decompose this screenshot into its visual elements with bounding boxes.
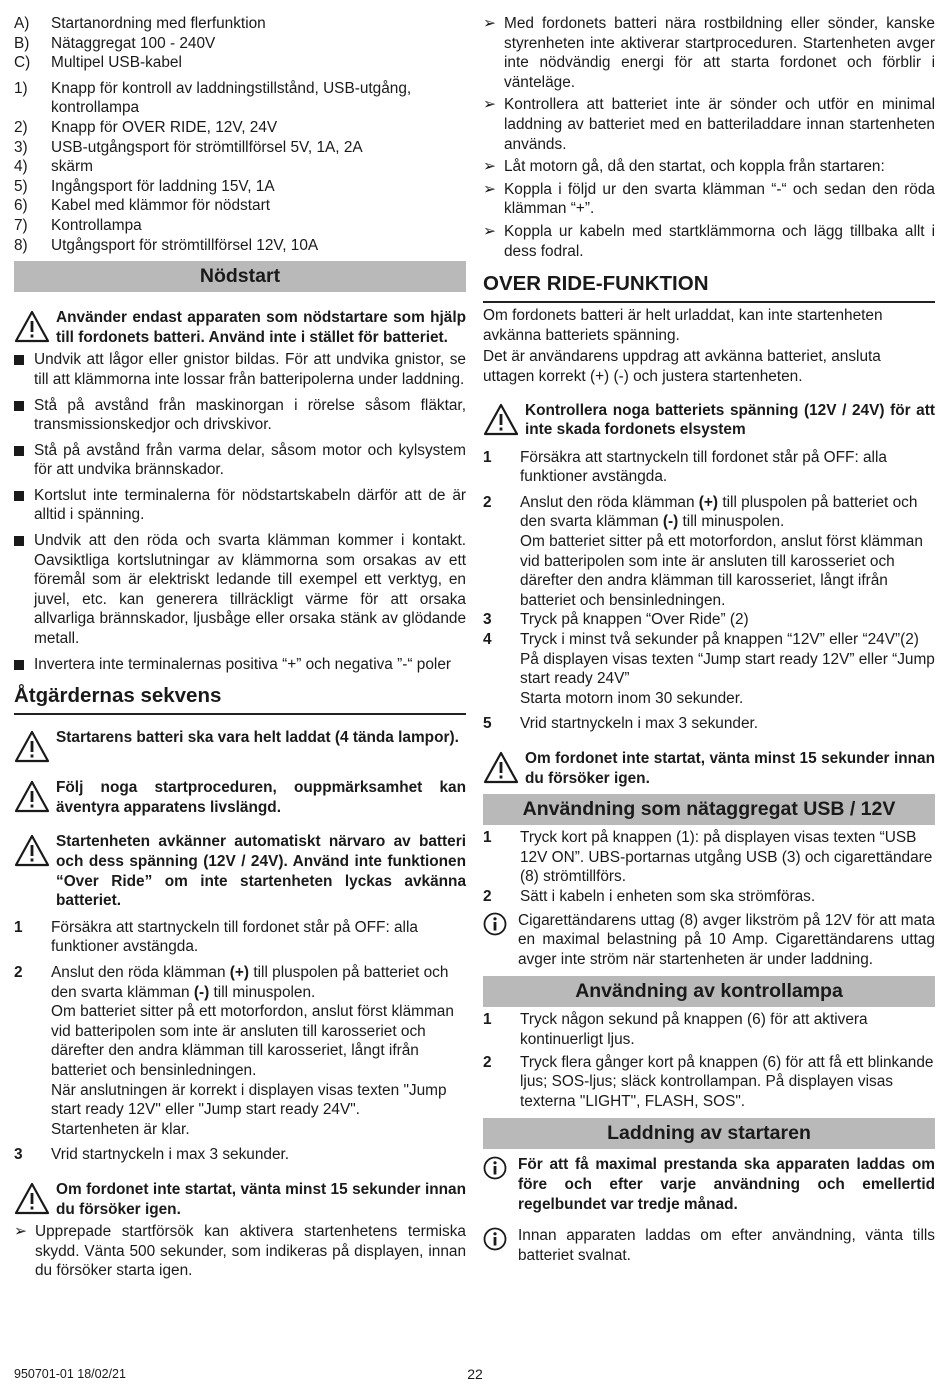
list-item: 5) Ingångsport för laddning 15V, 1A xyxy=(14,177,275,195)
page-number: 22 xyxy=(467,1366,483,1382)
info-note: Cigarettändarens uttag (8) avger likström på 12V för att mata en maximal belastning på 10 Amp. Cigarettändarens uttag avger inte ström när startenheten är under laddning. xyxy=(483,911,935,970)
square-bullet-icon xyxy=(14,655,34,675)
override-paragraph: Det är användarens uppdrag att avkänna batteriet, ansluta uttagen korrekt (+) (-) och justera startenheten. xyxy=(483,348,881,385)
step-2: 2 Anslut den röda klämman (+) till pluspolen på batteriet och den svarta klämman (-) till minuspolen. Om batteriet sitter på ett motorfordon, anslut först klämman vid batteripolen som inte är ansluten till karosseriet och därefter den andra klämman till karosseriet, långt ifrån batteriet och bensinledningen. När anslutningen är korrekt i displayen visas texten "Jump start ready 12V" eller "Jump start ready 24V". Startenheten är klar. xyxy=(14,963,454,1138)
list-item: ➢ Upprepade startförsök kan aktivera startenhetens termiska skydd. Vänta 500 sekunder, som indikeras på displayen, innan du försöker starta igen. xyxy=(14,1223,466,1280)
warning-triangle-icon xyxy=(14,778,56,817)
arrow-bullet-icon: ➢ xyxy=(483,180,496,198)
section-heading-lamp: Användning av kontrollampa xyxy=(483,976,935,1007)
list-item: Undvik att lågor eller gnistor bildas. För att undvika gnistor, se till att klämmorna inte lossar från batteripolerna under laddning. xyxy=(14,350,466,389)
list-item: ➢ Koppla ur kabeln med startklämmorna och lägg tillbaka allt i dess fodral. xyxy=(483,222,935,260)
list-item: 3) USB-utgångsport för strömtillförsel 5V, 1A, 2A xyxy=(14,138,363,156)
list-item: 8) Utgångsport för strömtillförsel 12V, 10A xyxy=(14,236,319,254)
warning-triangle-icon xyxy=(14,308,56,347)
warning-note: Följ noga startproceduren, ouppmärksamhet kan äventyra apparatens livslängd. xyxy=(14,778,466,817)
arrow-bullet-icon: ➢ xyxy=(483,96,496,114)
list-item: Stå på avstånd från maskinorgan i rörelse såsom fläktar, transmissionskedjor och drivskivor. xyxy=(14,396,466,435)
list-item: Undvik att den röda och svarta klämman kommer i kontakt. Oavsiktliga kortslutningar av klämmorna som orsakas av ett föremål som är elektriskt ledande till exempel ett verktyg, en juvel, etc. kan generera tillräckligt värme för att orsaka allvarliga brännskador, ljusbåge eller orsaka stänk av glödande metall. xyxy=(14,531,466,649)
step-1: 1 Tryck kort på knappen (1): på displayen visas texten “USB 12V ON”. UBS-portarnas utgång USB (3) och cigarettändare (8) strömtillförs. xyxy=(483,829,933,886)
list-item: C) Multipel USB-kabel xyxy=(14,54,182,72)
warning-note: Startarens batteri ska vara helt laddat (4 tända lampor). xyxy=(14,728,466,763)
left-column xyxy=(14,14,466,1281)
step-5: 5 Vrid startnyckeln i max 3 sekunder. xyxy=(483,715,759,733)
square-bullet-icon xyxy=(14,531,34,649)
list-item: Invertera inte terminalernas positiva “+” och negativa ”-“ poler xyxy=(14,655,466,675)
warning-triangle-icon xyxy=(483,749,525,788)
step-2: 2 Sätt i kabeln i enheten som ska strömföras. xyxy=(483,887,816,905)
square-bullet-icon xyxy=(14,486,34,525)
document-reference: 950701-01 18/02/21 xyxy=(14,1367,126,1381)
warning-note: Använder endast apparaten som nödstartare som hjälp till fordonets batteri. Använd inte i stället för batteriet. xyxy=(14,308,466,347)
legend-numbers xyxy=(14,79,466,255)
info-circle-icon xyxy=(483,1155,518,1214)
list-item: ➢ Koppla i följd ur den svarta klämman “-“ och sedan den röda klämman “+”. xyxy=(483,180,935,218)
warning-triangle-icon xyxy=(14,1180,56,1219)
info-note: För att få maximal prestanda ska apparaten laddas om före och efter varje användning och emellertid regelbundet var tredje månad. xyxy=(483,1155,935,1214)
info-circle-icon xyxy=(483,1226,518,1265)
arrow-bullet-icon: ➢ xyxy=(483,222,496,240)
section-heading-charging: Laddning av startaren xyxy=(483,1118,935,1149)
list-item: 7) Kontrollampa xyxy=(14,216,142,234)
warning-note: Om fordonet inte startat, vänta minst 15 sekunder innan du försöker igen. xyxy=(483,749,935,788)
override-paragraph: Om fordonets batteri är helt urladdat, kan inte startenheten avkänna batteriets spänning. xyxy=(483,307,883,344)
step-2: 2 Anslut den röda klämman (+) till pluspolen på batteriet och den svarta klämman (-) till minuspolen. Om batteriet sitter på ett motorfordon, anslut först klämman vid batteripolen som inte är ansluten till karosseriet och därefter den andra klämman till karosseriet, långt ifrån batteriet och bensinledningen. xyxy=(483,493,923,609)
step-3: 3 Tryck på knappen “Over Ride” (2) xyxy=(483,611,749,629)
step-1: 1 Tryck någon sekund på knappen (6) för att aktivera kontinuerligt ljus. xyxy=(483,1011,868,1048)
section-heading-nodstart: Nödstart xyxy=(14,261,466,292)
square-bullet-icon xyxy=(14,350,34,389)
list-item: ➢ Kontrollera att batteriet inte är sönder och utför en minimal laddning av batteriet med en batteriladdare innan startenheten används. xyxy=(483,96,935,153)
warning-triangle-icon xyxy=(483,401,525,440)
list-item: 1) Knapp för kontroll av laddningstillstånd, USB-utgång, kontrollampa xyxy=(14,79,412,117)
warning-triangle-icon xyxy=(14,832,56,910)
step-1: 1 Försäkra att startnyckeln till fordonet står på OFF: alla funktioner avstängda. xyxy=(14,918,418,956)
arrow-bullet-icon: ➢ xyxy=(483,15,496,32)
info-circle-icon xyxy=(483,911,518,970)
section-heading-atgarder: Åtgärdernas sekvens xyxy=(14,683,466,715)
warning-triangle-icon xyxy=(14,728,56,763)
legend-letters xyxy=(14,14,466,73)
step-2: 2 Tryck flera gånger kort på knappen (6) för att få ett blinkande ljus; SOS-ljus; släck kontrollampan. På displayen visas texterna "LIGHT", FLASH, SOS". xyxy=(483,1053,934,1110)
step-3: 3 Vrid startnyckeln i max 3 sekunder. xyxy=(14,1146,290,1164)
list-item: A) Startanordning med flerfunktion xyxy=(14,15,266,32)
section-heading-usb: Användning som nätaggregat USB / 12V xyxy=(483,794,935,825)
list-item: ➢ Låt motorn gå, då den startat, och koppla från startaren: xyxy=(483,158,885,176)
list-item: 2) Knapp för OVER RIDE, 12V, 24V xyxy=(14,118,278,136)
right-column xyxy=(483,14,935,1265)
warning-note: Startenheten avkänner automatiskt närvaro av batteri och dess spänning (12V / 24V). Använd inte funktionen “Over Ride” om inte startenheten lyckas avkänna batteriet. xyxy=(14,832,466,910)
square-bullet-icon xyxy=(14,441,34,480)
list-item: 4) skärm xyxy=(14,158,93,176)
step-4: 4 Tryck i minst två sekunder på knappen “12V” eller “24V”(2) På displayen visas texten “Jump start ready 12V” eller “Jump start ready 24V” Starta motorn inom 30 sekunder. xyxy=(483,631,935,707)
square-bullet-icon xyxy=(14,396,34,435)
list-item: ➢ Med fordonets batteri nära rostbildning eller sönder, kanske styrenheten inte aktiverar startproceduren. Startenheten avger inte nödvändig energi för att starta fordonet och förblir i vänteläge. xyxy=(483,15,935,91)
list-item: Kortslut inte terminalerna för nödstartskabeln därför att de är alltid i spänning. xyxy=(14,486,466,525)
list-item: B) Nätaggregat 100 - 240V xyxy=(14,34,216,52)
info-note: Innan apparaten laddas om efter användning, vänta tills batteriet svalnat. xyxy=(483,1226,935,1265)
list-item: 6) Kabel med klämmor för nödstart xyxy=(14,197,270,215)
section-heading-override: OVER RIDE-FUNKTION xyxy=(483,271,935,303)
list-item: Stå på avstånd från varma delar, såsom motor och kylsystem för att undvika brännskador. xyxy=(14,441,466,480)
arrow-bullet-icon: ➢ xyxy=(14,1223,27,1241)
arrow-bullet-icon: ➢ xyxy=(483,158,496,176)
warning-note: Om fordonet inte startat, vänta minst 15 sekunder innan du försöker igen. xyxy=(14,1180,466,1219)
step-1: 1 Försäkra att startnyckeln till fordonet står på OFF: alla funktioner avstängda. xyxy=(483,448,887,486)
warning-note: Kontrollera noga batteriets spänning (12V / 24V) för att inte skada fordonets elsystem xyxy=(483,401,935,440)
